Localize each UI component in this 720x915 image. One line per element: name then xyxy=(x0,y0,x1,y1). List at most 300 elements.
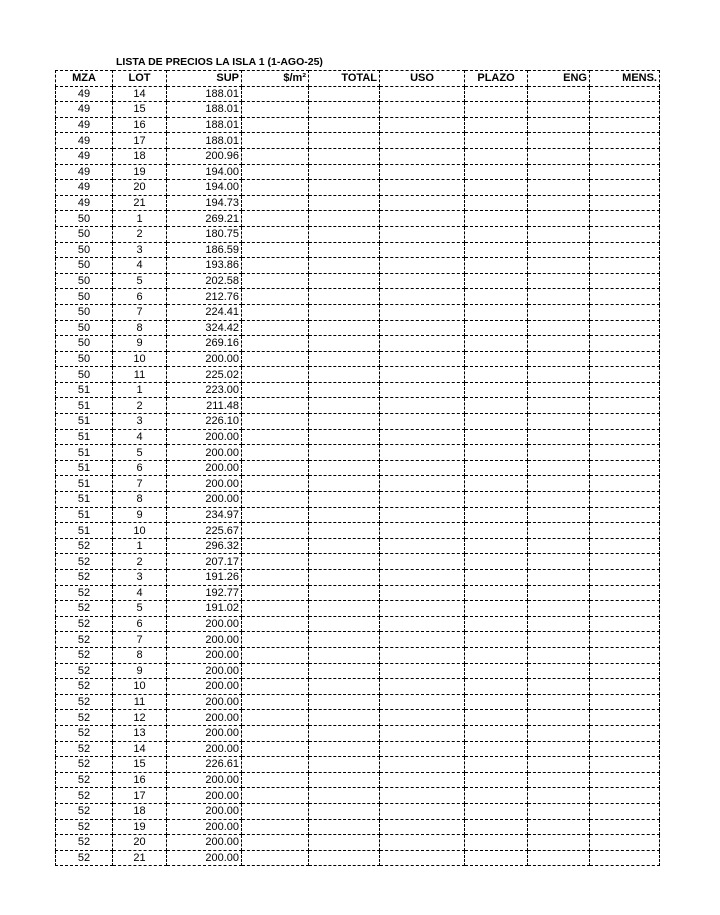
total-cell xyxy=(309,148,380,164)
mza-cell: 50 xyxy=(56,367,113,383)
eng-cell xyxy=(528,351,590,367)
total-cell xyxy=(309,398,380,414)
price-per-m2-cell xyxy=(242,554,309,570)
eng-cell xyxy=(528,133,590,149)
table-row xyxy=(56,616,660,632)
price-per-m2-cell xyxy=(242,741,309,757)
price-per-m2-cell xyxy=(242,351,309,367)
uso-cell xyxy=(380,492,465,508)
sup-cell: 200.00 xyxy=(167,694,242,710)
col-header-total: TOTAL xyxy=(309,71,380,87)
price-list-table xyxy=(55,70,660,866)
mza-cell: 52 xyxy=(56,538,113,554)
uso-cell xyxy=(380,585,465,601)
plazo-cell xyxy=(465,351,528,367)
mens-cell xyxy=(590,320,660,336)
mza-cell: 52 xyxy=(56,679,113,695)
uso-cell xyxy=(380,663,465,679)
mza-cell: 50 xyxy=(56,351,113,367)
sup-cell: 224.41 xyxy=(167,304,242,320)
table-row xyxy=(56,694,660,710)
uso-cell xyxy=(380,819,465,835)
total-cell xyxy=(309,195,380,211)
price-per-m2-cell xyxy=(242,538,309,554)
mens-cell xyxy=(590,772,660,788)
mza-cell: 50 xyxy=(56,258,113,274)
mza-cell: 49 xyxy=(56,148,113,164)
eng-cell xyxy=(528,601,590,617)
total-cell xyxy=(309,133,380,149)
price-per-m2-cell xyxy=(242,788,309,804)
lot-cell: 2 xyxy=(113,554,167,570)
header-row xyxy=(56,71,660,87)
mens-cell xyxy=(590,710,660,726)
mens-cell xyxy=(590,632,660,648)
uso-cell xyxy=(380,226,465,242)
mens-cell xyxy=(590,476,660,492)
price-per-m2-cell xyxy=(242,772,309,788)
total-cell xyxy=(309,570,380,586)
table-row xyxy=(56,850,660,866)
total-cell xyxy=(309,414,380,430)
plazo-cell xyxy=(465,601,528,617)
price-per-m2-cell xyxy=(242,632,309,648)
col-header-price-per-m2: $/m² xyxy=(242,71,309,87)
uso-cell xyxy=(380,570,465,586)
lot-cell: 19 xyxy=(113,164,167,180)
eng-cell xyxy=(528,850,590,866)
lot-cell: 9 xyxy=(113,663,167,679)
mza-cell: 52 xyxy=(56,601,113,617)
sup-cell: 225.02 xyxy=(167,367,242,383)
mza-cell: 52 xyxy=(56,710,113,726)
sup-cell: 200.00 xyxy=(167,835,242,851)
mens-cell xyxy=(590,741,660,757)
plazo-cell xyxy=(465,538,528,554)
lot-cell: 20 xyxy=(113,180,167,196)
price-per-m2-cell xyxy=(242,663,309,679)
plazo-cell xyxy=(465,772,528,788)
price-per-m2-cell xyxy=(242,757,309,773)
eng-cell xyxy=(528,258,590,274)
uso-cell xyxy=(380,414,465,430)
mens-cell xyxy=(590,647,660,663)
plazo-cell xyxy=(465,679,528,695)
lot-cell: 7 xyxy=(113,304,167,320)
lot-cell: 10 xyxy=(113,523,167,539)
mza-cell: 52 xyxy=(56,835,113,851)
plazo-cell xyxy=(465,710,528,726)
eng-cell xyxy=(528,492,590,508)
lot-cell: 16 xyxy=(113,772,167,788)
total-cell xyxy=(309,445,380,461)
plazo-cell xyxy=(465,367,528,383)
table-row xyxy=(56,242,660,258)
eng-cell xyxy=(528,679,590,695)
lot-cell: 11 xyxy=(113,694,167,710)
uso-cell xyxy=(380,647,465,663)
mza-cell: 52 xyxy=(56,570,113,586)
mza-cell: 50 xyxy=(56,336,113,352)
eng-cell xyxy=(528,507,590,523)
total-cell xyxy=(309,117,380,133)
eng-cell xyxy=(528,226,590,242)
uso-cell xyxy=(380,788,465,804)
plazo-cell xyxy=(465,523,528,539)
total-cell xyxy=(309,492,380,508)
mza-cell: 50 xyxy=(56,226,113,242)
total-cell xyxy=(309,663,380,679)
eng-cell xyxy=(528,570,590,586)
eng-cell xyxy=(528,585,590,601)
table-row xyxy=(56,647,660,663)
mza-cell: 52 xyxy=(56,585,113,601)
mza-cell: 49 xyxy=(56,180,113,196)
table-row xyxy=(56,86,660,102)
uso-cell xyxy=(380,289,465,305)
col-header-mens: MENS. xyxy=(590,71,660,87)
sup-cell: 200.00 xyxy=(167,803,242,819)
price-per-m2-cell xyxy=(242,460,309,476)
eng-cell xyxy=(528,148,590,164)
eng-cell xyxy=(528,398,590,414)
sup-cell: 200.00 xyxy=(167,679,242,695)
table-row xyxy=(56,725,660,741)
lot-cell: 12 xyxy=(113,710,167,726)
table-row xyxy=(56,367,660,383)
plazo-cell xyxy=(465,164,528,180)
mens-cell xyxy=(590,258,660,274)
total-cell xyxy=(309,211,380,227)
plazo-cell xyxy=(465,273,528,289)
uso-cell xyxy=(380,258,465,274)
price-per-m2-cell xyxy=(242,273,309,289)
table-row xyxy=(56,803,660,819)
table-row xyxy=(56,679,660,695)
sup-cell: 200.00 xyxy=(167,772,242,788)
table-row xyxy=(56,507,660,523)
price-per-m2-cell xyxy=(242,258,309,274)
mza-cell: 49 xyxy=(56,164,113,180)
mza-cell: 52 xyxy=(56,725,113,741)
table-row xyxy=(56,226,660,242)
total-cell xyxy=(309,647,380,663)
uso-cell xyxy=(380,460,465,476)
mens-cell xyxy=(590,679,660,695)
table-row xyxy=(56,164,660,180)
mza-cell: 51 xyxy=(56,398,113,414)
lot-cell: 21 xyxy=(113,195,167,211)
table-row xyxy=(56,211,660,227)
uso-cell xyxy=(380,211,465,227)
mens-cell xyxy=(590,226,660,242)
uso-cell xyxy=(380,538,465,554)
lot-cell: 15 xyxy=(113,757,167,773)
eng-cell xyxy=(528,819,590,835)
sup-cell: 200.00 xyxy=(167,725,242,741)
table-row xyxy=(56,757,660,773)
table-row xyxy=(56,414,660,430)
mza-cell: 51 xyxy=(56,476,113,492)
eng-cell xyxy=(528,320,590,336)
total-cell xyxy=(309,554,380,570)
eng-cell xyxy=(528,710,590,726)
mens-cell xyxy=(590,133,660,149)
total-cell xyxy=(309,538,380,554)
table-row xyxy=(56,195,660,211)
mens-cell xyxy=(590,725,660,741)
col-header-sup: SUP xyxy=(167,71,242,87)
uso-cell xyxy=(380,679,465,695)
uso-cell xyxy=(380,351,465,367)
total-cell xyxy=(309,304,380,320)
plazo-cell xyxy=(465,663,528,679)
uso-cell xyxy=(380,850,465,866)
price-per-m2-cell xyxy=(242,429,309,445)
plazo-cell xyxy=(465,133,528,149)
total-cell xyxy=(309,835,380,851)
price-per-m2-cell xyxy=(242,570,309,586)
lot-cell: 4 xyxy=(113,429,167,445)
plazo-cell xyxy=(465,460,528,476)
eng-cell xyxy=(528,211,590,227)
price-per-m2-cell xyxy=(242,694,309,710)
total-cell xyxy=(309,336,380,352)
plazo-cell xyxy=(465,382,528,398)
total-cell xyxy=(309,616,380,632)
total-cell xyxy=(309,320,380,336)
uso-cell xyxy=(380,741,465,757)
price-per-m2-cell xyxy=(242,601,309,617)
price-per-m2-cell xyxy=(242,336,309,352)
total-cell xyxy=(309,694,380,710)
sup-cell: 180.75 xyxy=(167,226,242,242)
plazo-cell xyxy=(465,445,528,461)
table-row xyxy=(56,585,660,601)
mza-cell: 49 xyxy=(56,86,113,102)
sup-cell: 200.00 xyxy=(167,663,242,679)
lot-cell: 18 xyxy=(113,803,167,819)
eng-cell xyxy=(528,803,590,819)
mza-cell: 49 xyxy=(56,195,113,211)
sup-cell: 186.59 xyxy=(167,242,242,258)
lot-cell: 17 xyxy=(113,788,167,804)
total-cell xyxy=(309,273,380,289)
mens-cell xyxy=(590,538,660,554)
mens-cell xyxy=(590,601,660,617)
lot-cell: 1 xyxy=(113,538,167,554)
uso-cell xyxy=(380,429,465,445)
mens-cell xyxy=(590,211,660,227)
table-row xyxy=(56,601,660,617)
mens-cell xyxy=(590,850,660,866)
total-cell xyxy=(309,367,380,383)
sup-cell: 207.17 xyxy=(167,554,242,570)
plazo-cell xyxy=(465,336,528,352)
lot-cell: 5 xyxy=(113,273,167,289)
eng-cell xyxy=(528,788,590,804)
eng-cell xyxy=(528,102,590,118)
price-per-m2-cell xyxy=(242,148,309,164)
plazo-cell xyxy=(465,102,528,118)
table-row xyxy=(56,523,660,539)
price-per-m2-cell xyxy=(242,398,309,414)
table-row xyxy=(56,538,660,554)
mza-cell: 49 xyxy=(56,117,113,133)
plazo-cell xyxy=(465,476,528,492)
uso-cell xyxy=(380,195,465,211)
sup-cell: 188.01 xyxy=(167,86,242,102)
plazo-cell xyxy=(465,320,528,336)
col-header-lot: LOT xyxy=(113,71,167,87)
total-cell xyxy=(309,226,380,242)
uso-cell xyxy=(380,320,465,336)
eng-cell xyxy=(528,835,590,851)
eng-cell xyxy=(528,367,590,383)
lot-cell: 4 xyxy=(113,585,167,601)
table-row xyxy=(56,148,660,164)
total-cell xyxy=(309,507,380,523)
plazo-cell xyxy=(465,258,528,274)
eng-cell xyxy=(528,180,590,196)
eng-cell xyxy=(528,663,590,679)
mza-cell: 51 xyxy=(56,492,113,508)
lot-cell: 15 xyxy=(113,102,167,118)
table-row xyxy=(56,258,660,274)
uso-cell xyxy=(380,772,465,788)
uso-cell xyxy=(380,523,465,539)
uso-cell xyxy=(380,164,465,180)
eng-cell xyxy=(528,304,590,320)
price-per-m2-cell xyxy=(242,850,309,866)
mza-cell: 50 xyxy=(56,273,113,289)
table-row xyxy=(56,382,660,398)
total-cell xyxy=(309,772,380,788)
plazo-cell xyxy=(465,211,528,227)
total-cell xyxy=(309,102,380,118)
eng-cell xyxy=(528,336,590,352)
price-per-m2-cell xyxy=(242,195,309,211)
table-row xyxy=(56,570,660,586)
plazo-cell xyxy=(465,117,528,133)
eng-cell xyxy=(528,460,590,476)
col-header-mza: MZA xyxy=(56,71,113,87)
sup-cell: 200.00 xyxy=(167,492,242,508)
mza-cell: 52 xyxy=(56,647,113,663)
mza-cell: 51 xyxy=(56,460,113,476)
mens-cell xyxy=(590,554,660,570)
table-row xyxy=(56,632,660,648)
price-per-m2-cell xyxy=(242,289,309,305)
mens-cell xyxy=(590,86,660,102)
table-row xyxy=(56,304,660,320)
plazo-cell xyxy=(465,632,528,648)
price-per-m2-cell xyxy=(242,382,309,398)
sup-cell: 211.48 xyxy=(167,398,242,414)
col-header-uso: USO xyxy=(380,71,465,87)
mens-cell xyxy=(590,788,660,804)
uso-cell xyxy=(380,180,465,196)
mza-cell: 49 xyxy=(56,133,113,149)
sup-cell: 188.01 xyxy=(167,133,242,149)
uso-cell xyxy=(380,242,465,258)
eng-cell xyxy=(528,757,590,773)
plazo-cell xyxy=(465,180,528,196)
sup-cell: 202.58 xyxy=(167,273,242,289)
eng-cell xyxy=(528,725,590,741)
mza-cell: 50 xyxy=(56,289,113,305)
sheet-title: LISTA DE PRECIOS LA ISLA 1 (1-AGO-25) xyxy=(116,56,323,68)
sup-cell: 226.61 xyxy=(167,757,242,773)
mza-cell: 52 xyxy=(56,850,113,866)
table-row xyxy=(56,320,660,336)
mza-cell: 51 xyxy=(56,507,113,523)
uso-cell xyxy=(380,601,465,617)
plazo-cell xyxy=(465,242,528,258)
mens-cell xyxy=(590,180,660,196)
table-row xyxy=(56,117,660,133)
eng-cell xyxy=(528,694,590,710)
mens-cell xyxy=(590,835,660,851)
eng-cell xyxy=(528,289,590,305)
lot-cell: 19 xyxy=(113,819,167,835)
table-row xyxy=(56,476,660,492)
plazo-cell xyxy=(465,492,528,508)
mens-cell xyxy=(590,507,660,523)
sup-cell: 200.00 xyxy=(167,850,242,866)
price-per-m2-cell xyxy=(242,835,309,851)
total-cell xyxy=(309,429,380,445)
mza-cell: 52 xyxy=(56,819,113,835)
uso-cell xyxy=(380,382,465,398)
lot-cell: 20 xyxy=(113,835,167,851)
total-cell xyxy=(309,258,380,274)
lot-cell: 3 xyxy=(113,242,167,258)
lot-cell: 2 xyxy=(113,398,167,414)
price-per-m2-cell xyxy=(242,86,309,102)
price-per-m2-cell xyxy=(242,180,309,196)
lot-cell: 14 xyxy=(113,741,167,757)
sup-cell: 225.67 xyxy=(167,523,242,539)
uso-cell xyxy=(380,476,465,492)
lot-cell: 13 xyxy=(113,725,167,741)
table-row xyxy=(56,663,660,679)
mens-cell xyxy=(590,164,660,180)
mens-cell xyxy=(590,570,660,586)
total-cell xyxy=(309,850,380,866)
col-header-plazo: PLAZO xyxy=(465,71,528,87)
total-cell xyxy=(309,351,380,367)
sup-cell: 200.00 xyxy=(167,819,242,835)
sup-cell: 212.76 xyxy=(167,289,242,305)
eng-cell xyxy=(528,242,590,258)
mza-cell: 49 xyxy=(56,102,113,118)
uso-cell xyxy=(380,133,465,149)
mza-cell: 52 xyxy=(56,632,113,648)
plazo-cell xyxy=(465,554,528,570)
mza-cell: 51 xyxy=(56,445,113,461)
lot-cell: 6 xyxy=(113,289,167,305)
lot-cell: 5 xyxy=(113,445,167,461)
sup-cell: 193.86 xyxy=(167,258,242,274)
table-row xyxy=(56,398,660,414)
eng-cell xyxy=(528,429,590,445)
plazo-cell xyxy=(465,226,528,242)
lot-cell: 3 xyxy=(113,570,167,586)
total-cell xyxy=(309,289,380,305)
lot-cell: 5 xyxy=(113,601,167,617)
eng-cell xyxy=(528,195,590,211)
